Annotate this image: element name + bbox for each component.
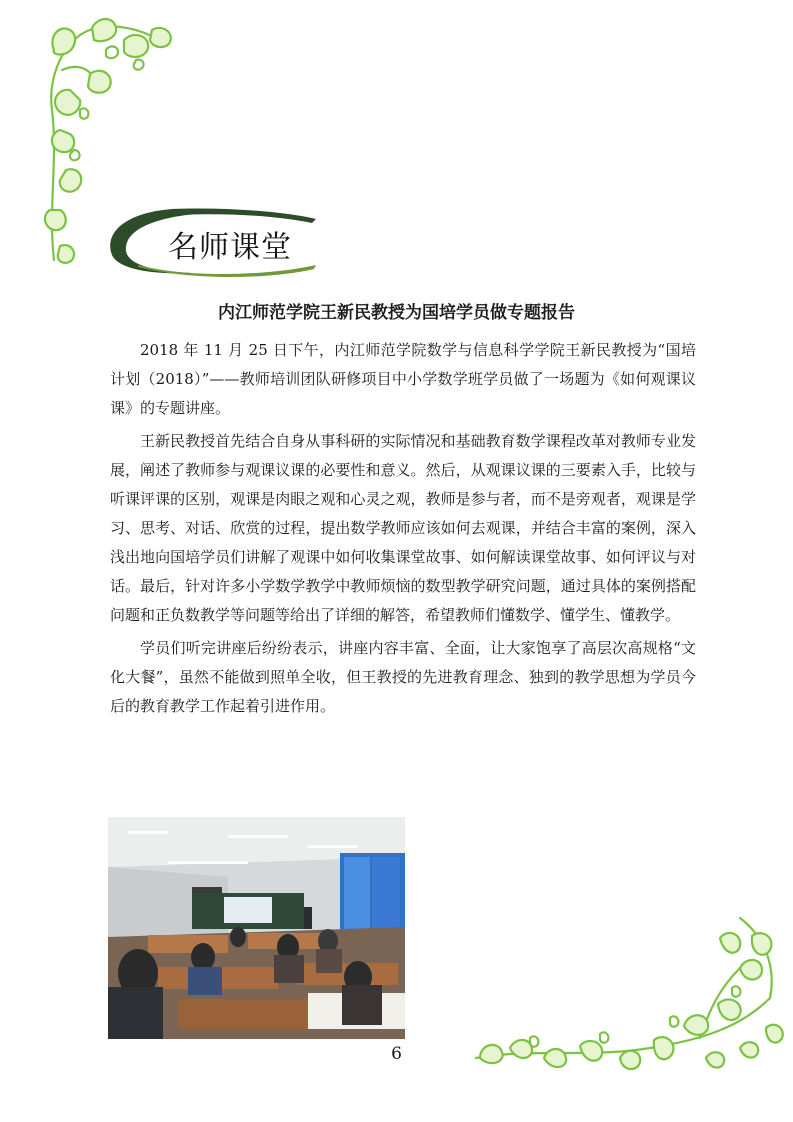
paragraph-1: 2018 年 11 月 25 日下午，内江师范学院数学与信息科学学院王新民教授为“国培计划（2018）”——教师培训团队研修项目中小学数学班学员做了一场题为《如何观课议课》的专题讲座。 xyxy=(110,341,696,417)
section-title: 名师课堂 xyxy=(168,230,292,265)
paragraph-3: 学员们听完讲座后纷纷表示，讲座内容丰富、全面，让大家饱享了高层次高规格“文化大餐”，虽然不能做到照单全收，但王教授的先进教育理念、独到的教学思想为学员今后的教育教学工作起着引进作用。 xyxy=(110,639,696,715)
page-number: 6 xyxy=(391,1044,402,1064)
article-title: 内江师范学院王新民教授为国培学员做专题报告 xyxy=(218,303,575,323)
article-body xyxy=(110,336,696,725)
classroom-photo xyxy=(108,817,405,1039)
paragraph-2: 王新民教授首先结合自身从事科研的实际情况和基础教育数学课程改革对教师专业发展，阐述了教师参与观课议课的必要性和意义。然后，从观课议课的三要素入手，比较与听课评课的区别，观课是肉眼之观和心灵之观，教师是参与者，而不是旁观者，观课是学习、思考、对话、欣赏的过程，提出数学教师应该如何去观课，并结合丰富的案例，深入浅出地向国培学员们讲解了观课中如何收集课堂故事、如何解读课堂故事、如何评议与对话。最后，针对许多小学数学教学中教师烦恼的数型教学研究问题，通过具体的案例搭配问题和正负数教学等问题等给出了详细的解答，希望教师们懂数学、懂学生、懂教学。 xyxy=(110,432,696,624)
